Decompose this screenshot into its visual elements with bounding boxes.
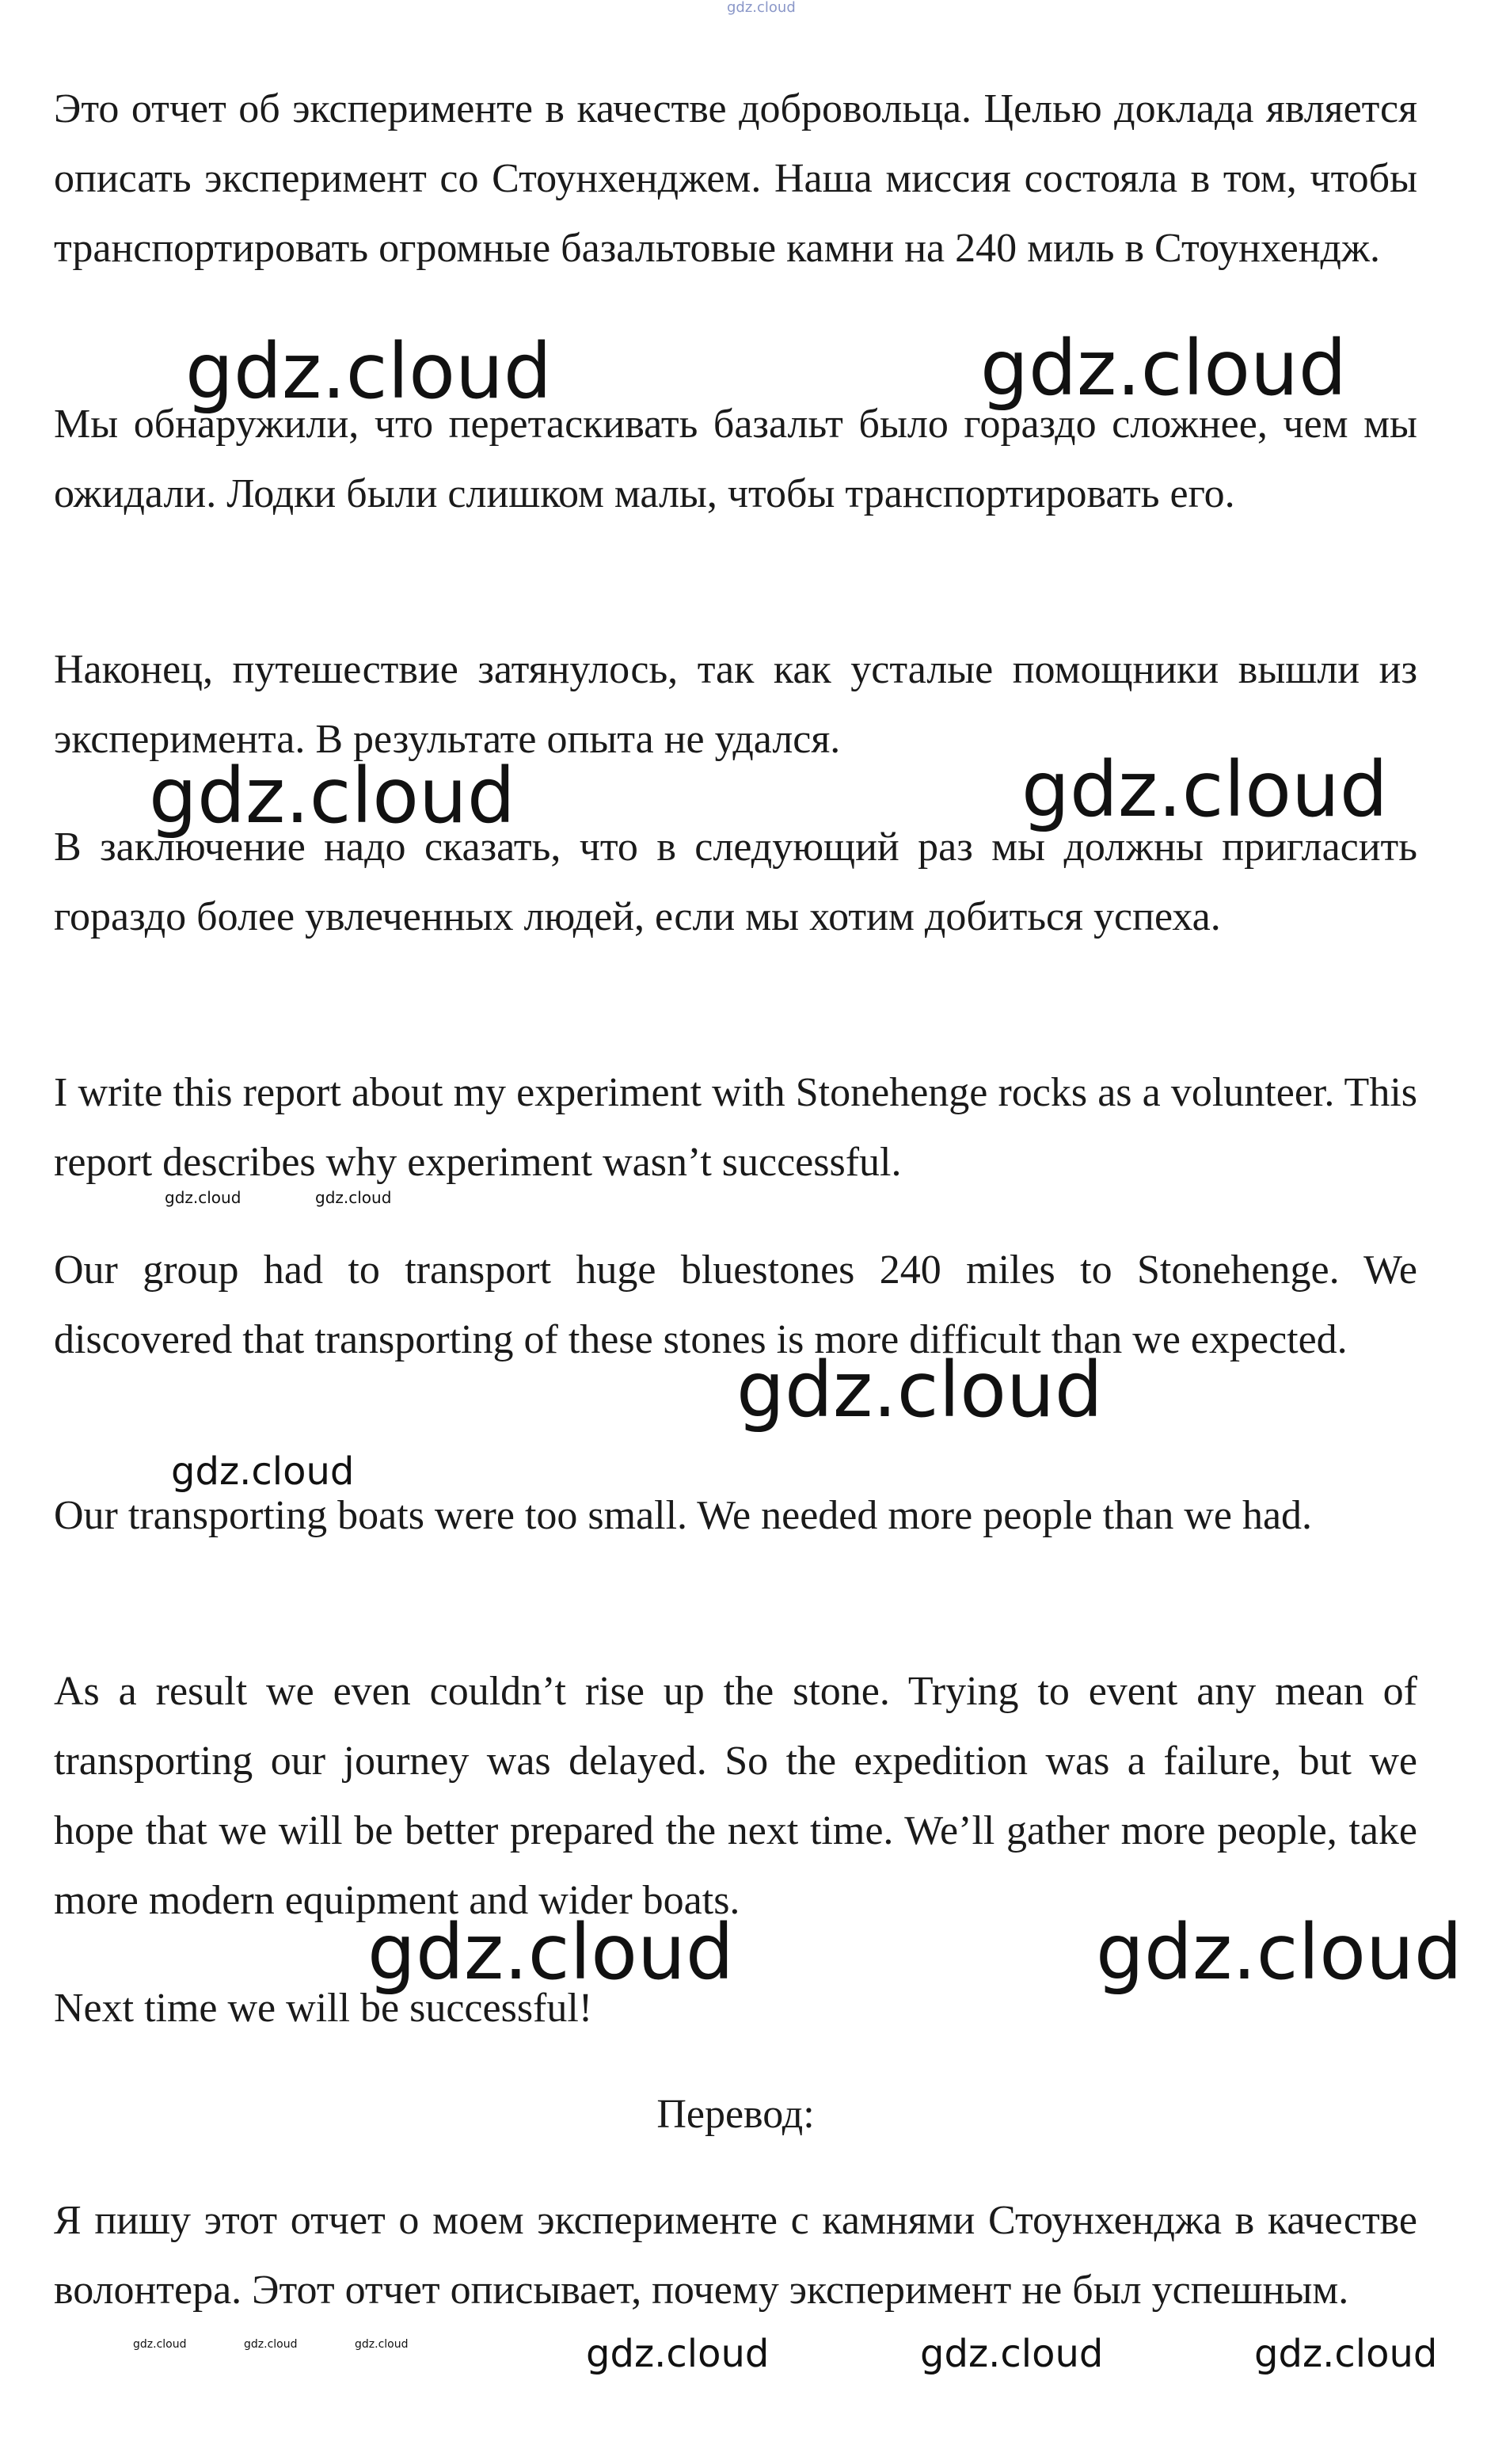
watermark: gdz.cloud: [185, 327, 552, 416]
paragraph-en-3: Our transporting boats were too small. We needed more people than we had.: [54, 1493, 1313, 1538]
watermark: gdz.cloud: [1096, 1908, 1462, 1997]
watermark: gdz.cloud: [367, 1908, 734, 1997]
watermark: gdz.cloud: [355, 2338, 409, 2351]
watermark: gdz.cloud: [980, 324, 1347, 413]
watermark: gdz.cloud: [171, 1449, 355, 1494]
watermark: gdz.cloud: [920, 2332, 1104, 2376]
watermark: gdz.cloud: [165, 1188, 241, 1207]
paragraph-ru-1: Это отчет об эксперименте в качестве добровольца. Целью доклада является описать эксперимент со Стоунхенджем. Наша миссия состояла в том, чтобы транспортировать огромные базальтовые камни на 240 миль в Стоунхендж.: [54, 86, 1417, 271]
paragraph-ru-3: Наконец, путешествие затянулось, так как усталые помощники вышли из эксперимента. В результате опыта не удался.: [54, 647, 1417, 762]
watermark: gdz.cloud: [315, 1188, 392, 1207]
paragraph-en-4: As a result we even couldn’t rise up the stone. Trying to event any mean of transporting our journey was delayed. So the expedition was a failure, but we hope that we will be better prepared the next time. We’ll gather more people, take more modern equipment and wider boats.: [54, 1669, 1417, 1923]
watermark: gdz.cloud: [1254, 2332, 1438, 2376]
watermark: gdz.cloud: [1021, 745, 1388, 834]
watermark: gdz.cloud: [133, 2338, 187, 2351]
paragraph-en-5: Next time we will be successful!: [54, 1986, 593, 2031]
paragraph-ru-4: В заключение надо сказать, что в следующий раз мы должны пригласить гораздо более увлеченных людей, если мы хотим добиться успеха.: [54, 825, 1417, 939]
watermark: gdz.cloud: [736, 1346, 1103, 1434]
paragraph-ru-2: Мы обнаружили, что перетаскивать базальт было гораздо сложнее, чем мы ожидали. Лодки были слишком малы, чтобы транспортировать его.: [54, 402, 1417, 516]
watermark: gdz.cloud: [586, 2332, 770, 2376]
paragraph-en-1: I write this report about my experiment with Stonehenge rocks as a volunteer. This report describes why experiment wasn’t successful.: [54, 1070, 1417, 1185]
watermark: gdz.cloud: [149, 752, 515, 840]
translation-heading: Перевод:: [656, 2092, 815, 2137]
paragraph-translation-1: Я пишу этот отчет о моем эксперименте с камнями Стоунхенджа в качестве волонтера. Этот отчет описывает, почему эксперимент не был успешным.: [54, 2198, 1417, 2313]
watermark-top: gdz.cloud: [727, 0, 796, 16]
watermark: gdz.cloud: [244, 2338, 298, 2351]
paragraph-en-2: Our group had to transport huge bluestones 240 miles to Stonehenge. We discovered that transporting of these stones is more difficult than we expected.: [54, 1247, 1417, 1362]
